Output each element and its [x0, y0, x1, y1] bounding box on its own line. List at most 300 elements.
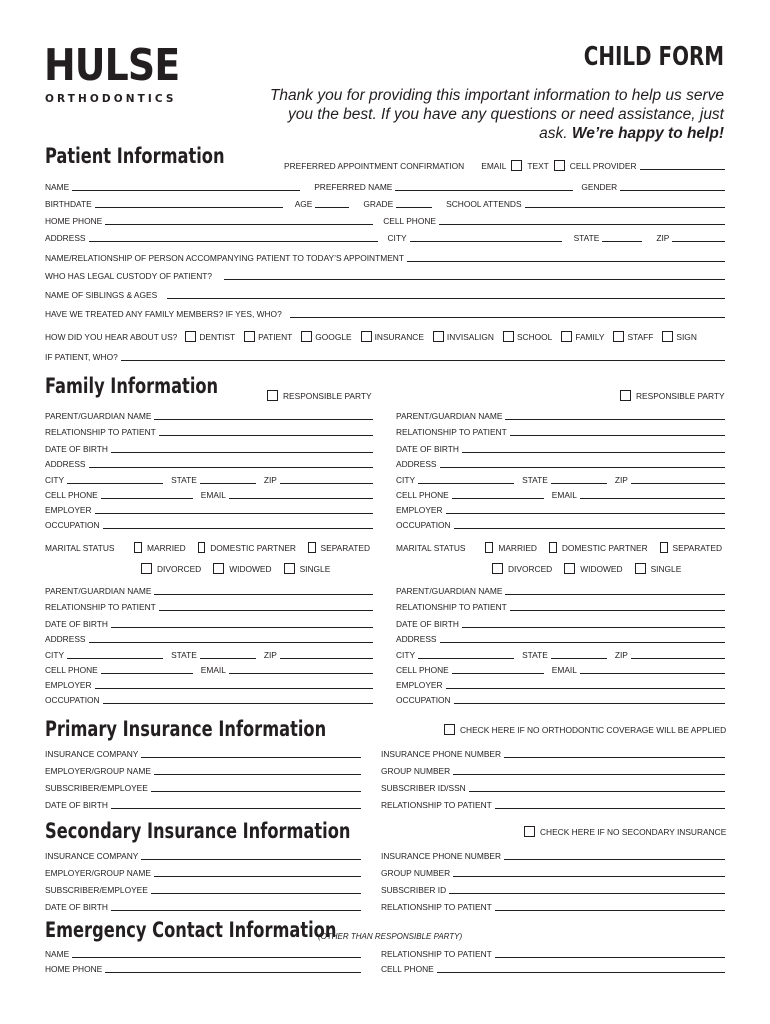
- insurance-phone-row: [381, 849, 725, 861]
- zip-field[interactable]: [280, 658, 373, 659]
- domestic-partner-checkbox[interactable]: [198, 542, 206, 553]
- secondary-heading: Secondary Insurance Information: [45, 819, 351, 843]
- dob-label: DATE OF BIRTH: [396, 444, 459, 454]
- custody-row: [45, 269, 725, 281]
- employer-field[interactable]: [446, 688, 725, 689]
- insurance-phone-field[interactable]: [504, 757, 725, 758]
- guardian-relationship-row: [396, 600, 725, 612]
- age-label: AGE: [294, 199, 313, 209]
- guardian-address-row: [396, 457, 725, 469]
- treated-label: HAVE WE TREATED ANY FAMILY MEMBERS? IF YES, WHO?: [45, 309, 282, 319]
- subscriber-id-row: [381, 883, 725, 895]
- zip-field[interactable]: [631, 658, 725, 659]
- guardian-dob-row: [396, 442, 725, 454]
- accompanying-field[interactable]: [407, 261, 725, 262]
- relationship-field[interactable]: [495, 910, 725, 911]
- parent-guardian-field[interactable]: [505, 419, 725, 420]
- state-field[interactable]: [200, 483, 256, 484]
- relationship-row: [381, 798, 725, 810]
- cell-phone-label: CELL PHONE: [383, 216, 436, 226]
- referral-insurance-checkbox[interactable]: [361, 331, 372, 342]
- address-field[interactable]: [89, 467, 374, 468]
- guardian-occupation-row: [396, 693, 725, 705]
- city-field[interactable]: [67, 483, 163, 484]
- relationship-field[interactable]: [510, 435, 725, 436]
- parent-guardian-field[interactable]: [505, 594, 725, 595]
- occupation-label: OCCUPATION: [396, 695, 451, 705]
- guardian-dob-row: [45, 617, 373, 629]
- emergency-cell-row: [381, 962, 725, 974]
- referral-option: SIGN: [676, 332, 697, 342]
- subscriber-id-field[interactable]: [449, 893, 725, 894]
- no-coverage-checkbox[interactable]: [444, 724, 455, 735]
- domestic-partner-label: DOMESTIC PARTNER: [561, 543, 648, 553]
- widowed-label: WIDOWED: [580, 564, 623, 574]
- employer-field[interactable]: [95, 688, 373, 689]
- relationship-label: RELATIONSHIP TO PATIENT: [381, 800, 492, 810]
- guardian-name-row: [45, 584, 373, 596]
- zip-label: ZIP: [614, 475, 628, 485]
- no-secondary-label: CHECK HERE IF NO SECONDARY INSURANCE: [540, 826, 727, 837]
- employer-group-label: EMPLOYER/GROUP NAME: [45, 766, 151, 776]
- dob-field[interactable]: [462, 627, 725, 628]
- if-patient-field[interactable]: [121, 360, 725, 361]
- parent-guardian-label: PARENT/GUARDIAN NAME: [45, 586, 152, 596]
- emergency-note: (OTHER THAN RESPONSIBLE PARTY): [318, 932, 463, 941]
- intro-emphasis: We’re happy to help!: [571, 125, 724, 142]
- guardian-name-row: [396, 409, 725, 421]
- no-coverage-option[interactable]: [444, 724, 726, 735]
- relationship-row: [381, 900, 725, 912]
- intro-text: [264, 86, 724, 143]
- email-field[interactable]: [580, 673, 725, 674]
- grade-label: GRADE: [363, 199, 394, 209]
- referral-option: PATIENT: [258, 332, 293, 342]
- cell-phone-field[interactable]: [452, 673, 544, 674]
- subscriber-id-label: SUBSCRIBER ID: [381, 885, 447, 895]
- parent-guardian-label: PARENT/GUARDIAN NAME: [396, 411, 503, 421]
- school-field[interactable]: [525, 207, 725, 208]
- occupation-field[interactable]: [454, 703, 725, 704]
- grade-field[interactable]: [396, 207, 432, 208]
- patient-name-field[interactable]: [72, 190, 300, 191]
- guardian-cell-row: [396, 663, 725, 675]
- date-of-birth-label: DATE OF BIRTH: [45, 902, 108, 912]
- address-label: ADDRESS: [396, 634, 437, 644]
- referral-row: [45, 330, 725, 342]
- treated-row: [45, 307, 725, 319]
- cell-phone-label: CELL PHONE: [396, 665, 449, 675]
- responsible-party-label: RESPONSIBLE PARTY: [283, 390, 372, 401]
- dob-label: DATE OF BIRTH: [396, 619, 459, 629]
- email-label: EMAIL: [200, 490, 226, 500]
- insurance-company-label: INSURANCE COMPANY: [45, 851, 139, 861]
- zip-label: ZIP: [656, 233, 670, 243]
- gender-field[interactable]: [620, 190, 725, 191]
- zip-label: ZIP: [263, 475, 277, 485]
- referral-google-checkbox[interactable]: [301, 331, 312, 342]
- guardian-relationship-row: [45, 425, 373, 437]
- relationship-label: RELATIONSHIP TO PATIENT: [381, 902, 492, 912]
- employer-group-field[interactable]: [154, 876, 361, 877]
- name-row: [45, 180, 725, 192]
- parent-guardian-label: PARENT/GUARDIAN NAME: [45, 411, 152, 421]
- referral-school-checkbox[interactable]: [503, 331, 514, 342]
- cell-phone-field[interactable]: [439, 224, 725, 225]
- referral-staff-checkbox[interactable]: [613, 331, 624, 342]
- home-phone-label: HOME PHONE: [45, 216, 103, 226]
- employer-group-label: EMPLOYER/GROUP NAME: [45, 868, 151, 878]
- name-label: NAME: [45, 182, 70, 192]
- subscriber-employee-field[interactable]: [151, 893, 361, 894]
- dob-field[interactable]: [111, 627, 373, 628]
- divorced-label: DIVORCED: [157, 564, 202, 574]
- referral-patient-checkbox[interactable]: [244, 331, 255, 342]
- city-field[interactable]: [410, 241, 562, 242]
- cell-provider-field[interactable]: [640, 169, 726, 170]
- subscriber-id-row: [381, 781, 725, 793]
- age-field[interactable]: [315, 207, 349, 208]
- insurance-company-label: INSURANCE COMPANY: [45, 749, 139, 759]
- group-number-row: [381, 866, 725, 878]
- referral-dentist-checkbox[interactable]: [185, 331, 196, 342]
- group-number-label: GROUP NUMBER: [381, 868, 451, 878]
- guardian-city-row: [45, 473, 373, 485]
- confirm-text-checkbox[interactable]: [554, 160, 565, 171]
- if-patient-row: [45, 350, 725, 362]
- employer-label: EMPLOYER: [396, 680, 443, 690]
- separated-checkbox[interactable]: [308, 542, 316, 553]
- text-label: TEXT: [527, 161, 549, 171]
- referral-option: FAMILY: [575, 332, 605, 342]
- insurance-company-row: [45, 849, 361, 861]
- emergency-relationship-label: RELATIONSHIP TO PATIENT: [381, 949, 492, 959]
- emergency-name-row: [45, 947, 361, 959]
- home-phone-field[interactable]: [105, 224, 373, 225]
- address-row: [45, 231, 725, 243]
- zip-label: ZIP: [263, 650, 277, 660]
- emergency-name-label: NAME: [45, 949, 70, 959]
- guardian-cell-row: [45, 663, 373, 675]
- custody-label: WHO HAS LEGAL CUSTODY OF PATIENT?: [45, 271, 213, 281]
- dob-field[interactable]: [111, 452, 373, 453]
- emergency-home-phone-label: HOME PHONE: [45, 964, 103, 974]
- guardian-relationship-row: [45, 600, 373, 612]
- guardian-name-row: [45, 409, 373, 421]
- relationship-field[interactable]: [510, 610, 725, 611]
- relationship-label: RELATIONSHIP TO PATIENT: [45, 427, 156, 437]
- address-field[interactable]: [440, 467, 726, 468]
- relationship-field[interactable]: [495, 808, 725, 809]
- separated-label: SEPARATED: [320, 543, 371, 553]
- occupation-label: OCCUPATION: [45, 520, 100, 530]
- single-checkbox[interactable]: [635, 563, 646, 574]
- subscriber-id-field[interactable]: [469, 791, 725, 792]
- guardian-address-row: [396, 632, 725, 644]
- cell-phone-label: CELL PHONE: [396, 490, 449, 500]
- relationship-label: RELATIONSHIP TO PATIENT: [396, 602, 507, 612]
- subscriber-employee-label: SUBSCRIBER/EMPLOYEE: [45, 783, 148, 793]
- divorced-label: DIVORCED: [508, 564, 553, 574]
- group-number-field[interactable]: [453, 876, 725, 877]
- date-of-birth-label: DATE OF BIRTH: [45, 800, 108, 810]
- employer-label: EMPLOYER: [45, 505, 92, 515]
- guardian-dob-row: [396, 617, 725, 629]
- date-of-birth-row: [45, 900, 361, 912]
- referral-option: GOOGLE: [315, 332, 352, 342]
- marital-status-label: MARITAL STATUS: [45, 543, 115, 553]
- group-number-label: GROUP NUMBER: [381, 766, 451, 776]
- employer-group-field[interactable]: [154, 774, 361, 775]
- occupation-label: OCCUPATION: [396, 520, 451, 530]
- city-label: CITY: [45, 650, 65, 660]
- married-label: MARRIED: [498, 543, 537, 553]
- emergency-home-row: [45, 962, 361, 974]
- city-label: CITY: [387, 233, 407, 243]
- birthdate-field[interactable]: [95, 207, 283, 208]
- marital-status-row-2: [486, 562, 725, 574]
- date-of-birth-row: [45, 798, 361, 810]
- responsible-party-right[interactable]: [620, 390, 725, 401]
- preferred-name-field[interactable]: [395, 190, 573, 191]
- logo-wordmark: HULSE: [44, 40, 180, 91]
- state-field[interactable]: [200, 658, 256, 659]
- group-number-field[interactable]: [453, 774, 725, 775]
- email-label: EMAIL: [551, 665, 577, 675]
- employer-group-row: [45, 764, 361, 776]
- occupation-field[interactable]: [103, 703, 373, 704]
- guardian-employer-row: [45, 678, 373, 690]
- married-checkbox[interactable]: [134, 542, 142, 553]
- zip-field[interactable]: [672, 241, 725, 242]
- siblings-field[interactable]: [167, 298, 725, 299]
- treated-field[interactable]: [290, 317, 725, 318]
- cell-phone-label: CELL PHONE: [45, 665, 98, 675]
- occupation-field[interactable]: [454, 528, 725, 529]
- guardian-city-row: [396, 648, 725, 660]
- custody-field[interactable]: [224, 279, 725, 280]
- married-label: MARRIED: [147, 543, 186, 553]
- city-label: CITY: [396, 475, 416, 485]
- cell-phone-field[interactable]: [101, 673, 193, 674]
- group-number-row: [381, 764, 725, 776]
- insurance-company-row: [45, 747, 361, 759]
- cell-phone-field[interactable]: [101, 498, 193, 499]
- domestic-partner-label: DOMESTIC PARTNER: [210, 543, 296, 553]
- domestic-partner-checkbox[interactable]: [549, 542, 557, 553]
- email-field[interactable]: [229, 498, 373, 499]
- widowed-checkbox[interactable]: [564, 563, 575, 574]
- guardian-city-row: [396, 473, 725, 485]
- state-label: STATE: [522, 650, 548, 660]
- hear-about-label: HOW DID YOU HEAR ABOUT US?: [45, 332, 178, 342]
- subscriber-id-label: SUBSCRIBER ID/SSN: [381, 783, 466, 793]
- zip-label: ZIP: [614, 650, 628, 660]
- referral-family-checkbox[interactable]: [561, 331, 572, 342]
- address-field[interactable]: [89, 642, 374, 643]
- insurance-company-field[interactable]: [141, 859, 361, 860]
- divorced-checkbox[interactable]: [492, 563, 503, 574]
- address-field[interactable]: [89, 241, 378, 242]
- guardian-city-row: [45, 648, 373, 660]
- emergency-relationship-field[interactable]: [495, 957, 725, 958]
- insurance-phone-label: INSURANCE PHONE NUMBER: [381, 851, 502, 861]
- marital-status-label: MARITAL STATUS: [396, 543, 466, 553]
- employer-field[interactable]: [446, 513, 725, 514]
- widowed-checkbox[interactable]: [213, 563, 224, 574]
- single-label: SINGLE: [299, 564, 331, 574]
- email-field[interactable]: [580, 498, 725, 499]
- guardian-occupation-row: [45, 518, 373, 530]
- city-field[interactable]: [418, 483, 514, 484]
- form-title: CHILD FORM: [583, 42, 724, 72]
- guardian-address-row: [45, 632, 373, 644]
- relationship-field[interactable]: [159, 435, 373, 436]
- confirmation-row: [284, 159, 725, 171]
- primary-heading: Primary Insurance Information: [45, 717, 327, 741]
- guardian-cell-row: [45, 488, 373, 500]
- school-label: SCHOOL ATTENDS: [446, 199, 522, 209]
- gender-label: GENDER: [581, 182, 618, 192]
- address-label: ADDRESS: [45, 634, 86, 644]
- guardian-name-row: [396, 584, 725, 596]
- emergency-name-field[interactable]: [72, 957, 361, 958]
- no-secondary-option[interactable]: [524, 826, 726, 837]
- confirm-email-checkbox[interactable]: [511, 160, 522, 171]
- guardian-employer-row: [45, 503, 373, 515]
- subscriber-employee-field[interactable]: [151, 791, 361, 792]
- state-label: STATE: [171, 475, 197, 485]
- employer-group-row: [45, 866, 361, 878]
- emergency-home-phone-field[interactable]: [105, 972, 361, 973]
- emergency-relationship-row: [381, 947, 725, 959]
- birthdate-row: [45, 197, 725, 209]
- date-of-birth-field[interactable]: [111, 910, 361, 911]
- married-checkbox[interactable]: [485, 542, 493, 553]
- responsible-party-label: RESPONSIBLE PARTY: [636, 390, 725, 401]
- logo-subtitle: ORTHODONTICS: [45, 93, 177, 105]
- occupation-field[interactable]: [103, 528, 373, 529]
- insurance-phone-label: INSURANCE PHONE NUMBER: [381, 749, 502, 759]
- no-secondary-checkbox[interactable]: [524, 826, 535, 837]
- subscriber-employee-row: [45, 781, 361, 793]
- email-label: EMAIL: [551, 490, 577, 500]
- single-checkbox[interactable]: [284, 563, 295, 574]
- state-field[interactable]: [551, 483, 607, 484]
- email-field[interactable]: [229, 673, 373, 674]
- responsible-party-checkbox[interactable]: [620, 390, 631, 401]
- state-label: STATE: [573, 233, 600, 243]
- responsible-party-checkbox[interactable]: [267, 390, 278, 401]
- referral-option: INSURANCE: [374, 332, 424, 342]
- state-field[interactable]: [551, 658, 607, 659]
- parent-guardian-label: PARENT/GUARDIAN NAME: [396, 586, 503, 596]
- siblings-label: NAME OF SIBLINGS & AGES: [45, 290, 158, 300]
- guardian-occupation-row: [45, 693, 373, 705]
- dob-field[interactable]: [462, 452, 725, 453]
- emergency-cell-phone-field[interactable]: [437, 972, 725, 973]
- parent-guardian-field[interactable]: [154, 594, 373, 595]
- insurance-phone-field[interactable]: [504, 859, 725, 860]
- cell-phone-label: CELL PHONE: [45, 490, 98, 500]
- employer-field[interactable]: [95, 513, 373, 514]
- guardian-cell-row: [396, 488, 725, 500]
- guardian-employer-row: [396, 678, 725, 690]
- guardian-dob-row: [45, 442, 373, 454]
- state-label: STATE: [522, 475, 548, 485]
- relationship-field[interactable]: [159, 610, 373, 611]
- date-of-birth-field[interactable]: [111, 808, 361, 809]
- siblings-row: [45, 288, 725, 300]
- responsible-party-left[interactable]: [267, 390, 372, 401]
- employer-label: EMPLOYER: [45, 680, 92, 690]
- accompanying-row: [45, 251, 725, 263]
- relationship-label: RELATIONSHIP TO PATIENT: [396, 427, 507, 437]
- cell-phone-field[interactable]: [452, 498, 544, 499]
- birthdate-label: BIRTHDATE: [45, 199, 92, 209]
- phone-row: [45, 214, 725, 226]
- no-coverage-label: CHECK HERE IF NO ORTHODONTIC COVERAGE WILL BE APPLIED: [460, 724, 727, 735]
- widowed-label: WIDOWED: [229, 564, 272, 574]
- guardian-occupation-row: [396, 518, 725, 530]
- referral-option: INVISALIGN: [446, 332, 494, 342]
- zip-field[interactable]: [631, 483, 725, 484]
- city-field[interactable]: [67, 658, 163, 659]
- state-label: STATE: [171, 650, 197, 660]
- address-label: ADDRESS: [396, 459, 437, 469]
- marital-status-row-2: [135, 562, 373, 574]
- referral-option: SCHOOL: [516, 332, 553, 342]
- emergency-heading: Emergency Contact Information: [45, 918, 337, 942]
- accompanying-label: NAME/RELATIONSHIP OF PERSON ACCOMPANYING PATIENT TO TODAY’S APPOINTMENT: [45, 253, 404, 263]
- referral-invisalign-checkbox[interactable]: [433, 331, 444, 342]
- cell-provider-label: CELL PROVIDER: [569, 161, 637, 171]
- if-patient-label: IF PATIENT, WHO?: [45, 352, 118, 362]
- separated-label: SEPARATED: [672, 543, 722, 553]
- intro-body: Thank you for providing this important information to help us serve you the best. If you have any questions or need assistance, just ask.: [269, 87, 724, 142]
- city-field[interactable]: [418, 658, 514, 659]
- state-field[interactable]: [602, 241, 642, 242]
- separated-checkbox[interactable]: [660, 542, 668, 553]
- employer-label: EMPLOYER: [396, 505, 443, 515]
- marital-status-row: [396, 541, 725, 553]
- dob-label: DATE OF BIRTH: [45, 444, 108, 454]
- zip-field[interactable]: [280, 483, 373, 484]
- patient-heading: Patient Information: [45, 144, 225, 168]
- email-label: EMAIL: [200, 665, 226, 675]
- address-label: ADDRESS: [45, 233, 86, 243]
- family-heading: Family Information: [45, 374, 219, 398]
- divorced-checkbox[interactable]: [141, 563, 152, 574]
- address-field[interactable]: [440, 642, 726, 643]
- relationship-label: RELATIONSHIP TO PATIENT: [45, 602, 156, 612]
- single-label: SINGLE: [650, 564, 682, 574]
- referral-sign-checkbox[interactable]: [662, 331, 673, 342]
- referral-option: STAFF: [627, 332, 654, 342]
- city-label: CITY: [45, 475, 65, 485]
- preferred-name-label: PREFERRED NAME: [314, 182, 393, 192]
- guardian-address-row: [45, 457, 373, 469]
- subscriber-employee-row: [45, 883, 361, 895]
- emergency-cell-phone-label: CELL PHONE: [381, 964, 434, 974]
- occupation-label: OCCUPATION: [45, 695, 100, 705]
- parent-guardian-field[interactable]: [154, 419, 373, 420]
- guardian-relationship-row: [396, 425, 725, 437]
- subscriber-employee-label: SUBSCRIBER/EMPLOYEE: [45, 885, 148, 895]
- pref-confirmation-label: PREFERRED APPOINTMENT CONFIRMATION: [284, 161, 465, 171]
- insurance-phone-row: [381, 747, 725, 759]
- insurance-company-field[interactable]: [141, 757, 361, 758]
